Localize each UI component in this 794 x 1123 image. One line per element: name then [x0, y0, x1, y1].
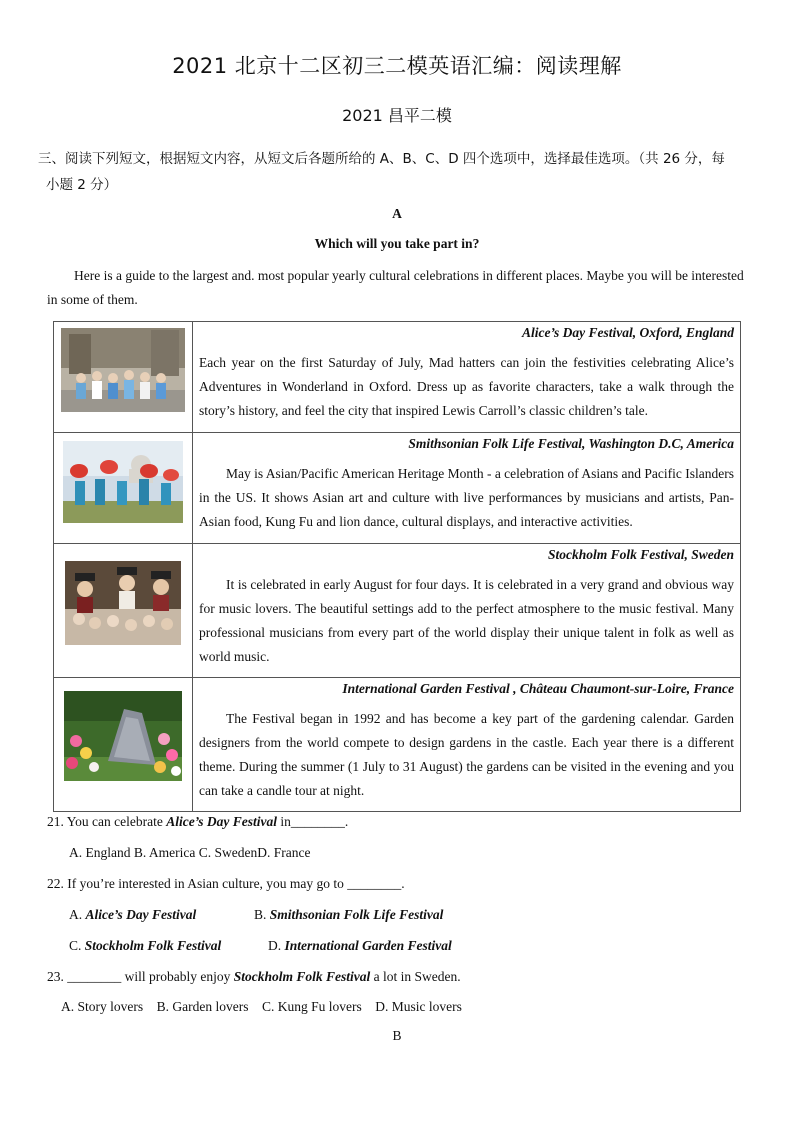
festival-row — [54, 433, 741, 544]
festival-text-cell — [193, 544, 741, 678]
festival-description: It is celebrated in early August for four days. It is celebrated in a very grand and obvious way for music lovers. The beautiful settings add to the perfect atmosphere to the music festival. Many professional musicians from every part of the world display their unique talent in folk as well as world music. — [199, 577, 734, 664]
question-22-option-d — [268, 934, 452, 958]
festival-row — [54, 322, 741, 433]
question-22-stem: 22. If you’re interested in Asian culture, you may go to ________. — [47, 876, 405, 891]
passage-letter: A — [392, 206, 402, 221]
festival-text-cell — [193, 322, 741, 433]
festival-description: May is Asian/Pacific American Heritage Month - a celebration of Asians and Pacific Islanders in the US. It shows Asian art and culture with live performances by musicians and artists, Pan-Asian food, Kung Fu and lion dance, cultural displays, and interactive activities. — [199, 466, 734, 529]
passage-intro: Here is a guide to the largest and. most popular yearly cultural celebrations in different places. Maybe you will be interested in some of them. — [47, 268, 744, 307]
festival-name: Stockholm Folk Festival, Sweden — [547, 547, 734, 562]
page-subtitle: 2021 昌平二模 — [342, 106, 452, 125]
festival-row — [54, 544, 741, 678]
option-c-letter: C. — [69, 938, 85, 953]
question-23-options: A. Story lovers B. Garden lovers C. Kung Fu lovers D. Music lovers — [61, 999, 462, 1014]
question-21-stem: 21. You can celebrate — [47, 814, 167, 829]
instructions — [38, 146, 750, 198]
option-c-text: Stockholm Folk Festival — [84, 938, 222, 953]
question-21-options: A. England B. America C. SwedenD. France — [69, 845, 311, 860]
question-22-option-c — [69, 934, 221, 958]
smithsonian-festival-photo — [63, 441, 183, 523]
festival-text-cell — [193, 678, 741, 812]
question-22-option-b — [254, 903, 443, 927]
question-23-tail: a lot in Sweden. — [370, 969, 461, 984]
festival-name: International Garden Festival , Château Chaumont-sur-Loire, France — [342, 681, 734, 696]
festival-row — [54, 678, 741, 812]
garden-festival-photo — [64, 691, 182, 781]
festival-name: Alice’s Day Festival, Oxford, England — [522, 325, 734, 340]
stockholm-festival-photo — [65, 561, 181, 645]
festival-photo-cell — [54, 678, 193, 812]
festival-name: Smithsonian Folk Life Festival, Washington D.C, America — [408, 436, 734, 451]
instructions-line-1: 三、阅读下列短文，根据短文内容，从短文后各题所给的 A、B、C、D 四个选项中，选择最佳选项。（共 26 分，每 — [38, 151, 725, 167]
question-23 — [47, 965, 461, 989]
option-b-text: Smithsonian Folk Life Festival — [269, 907, 444, 922]
festival-text-cell — [193, 433, 741, 544]
option-d-letter: D. — [268, 938, 285, 953]
festival-photo-cell — [54, 544, 193, 678]
festival-table — [53, 321, 741, 812]
option-d-text: International Garden Festival — [284, 938, 452, 953]
option-a-letter: A. — [69, 907, 86, 922]
question-22-option-a — [69, 903, 196, 927]
next-section-letter: B — [392, 1028, 402, 1043]
question-23-festival: Stockholm Folk Festival — [233, 969, 371, 984]
page-title: 2021 北京十二区初三二模英语汇编：阅读理解 — [172, 54, 622, 78]
passage-heading: Which will you take part in? — [314, 236, 480, 251]
question-21-festival: Alice’s Day Festival — [166, 814, 277, 829]
question-21 — [47, 810, 348, 834]
option-b-letter: B. — [254, 907, 270, 922]
option-a-text: Alice’s Day Festival — [85, 907, 197, 922]
festival-description: The Festival began in 1992 and has become a key part of the gardening calendar. Garden designers from the world compete to design gardens in the castle. Each year there is a different theme. During the summer (1 July to 31 August) the gardens can be visited in the evening and you can take a candle tour at night. — [199, 711, 734, 798]
question-23-stem: 23. ________ will probably enjoy — [47, 969, 234, 984]
festival-description: Each year on the first Saturday of July, Mad hatters can join the festivities celebrating Alice’s Adventures in Wonderland in Oxford. Dress up as favorite characters, take a walk through the story’s history, and feel the city that inspired Lewis Carroll’s classic children’s tale. — [199, 355, 734, 418]
festival-photo-cell — [54, 322, 193, 433]
question-21-blank: in________. — [276, 814, 349, 829]
festival-photo-cell — [54, 433, 193, 544]
alice-festival-photo — [61, 328, 185, 412]
instructions-line-2: 小题 2 分） — [46, 177, 118, 193]
